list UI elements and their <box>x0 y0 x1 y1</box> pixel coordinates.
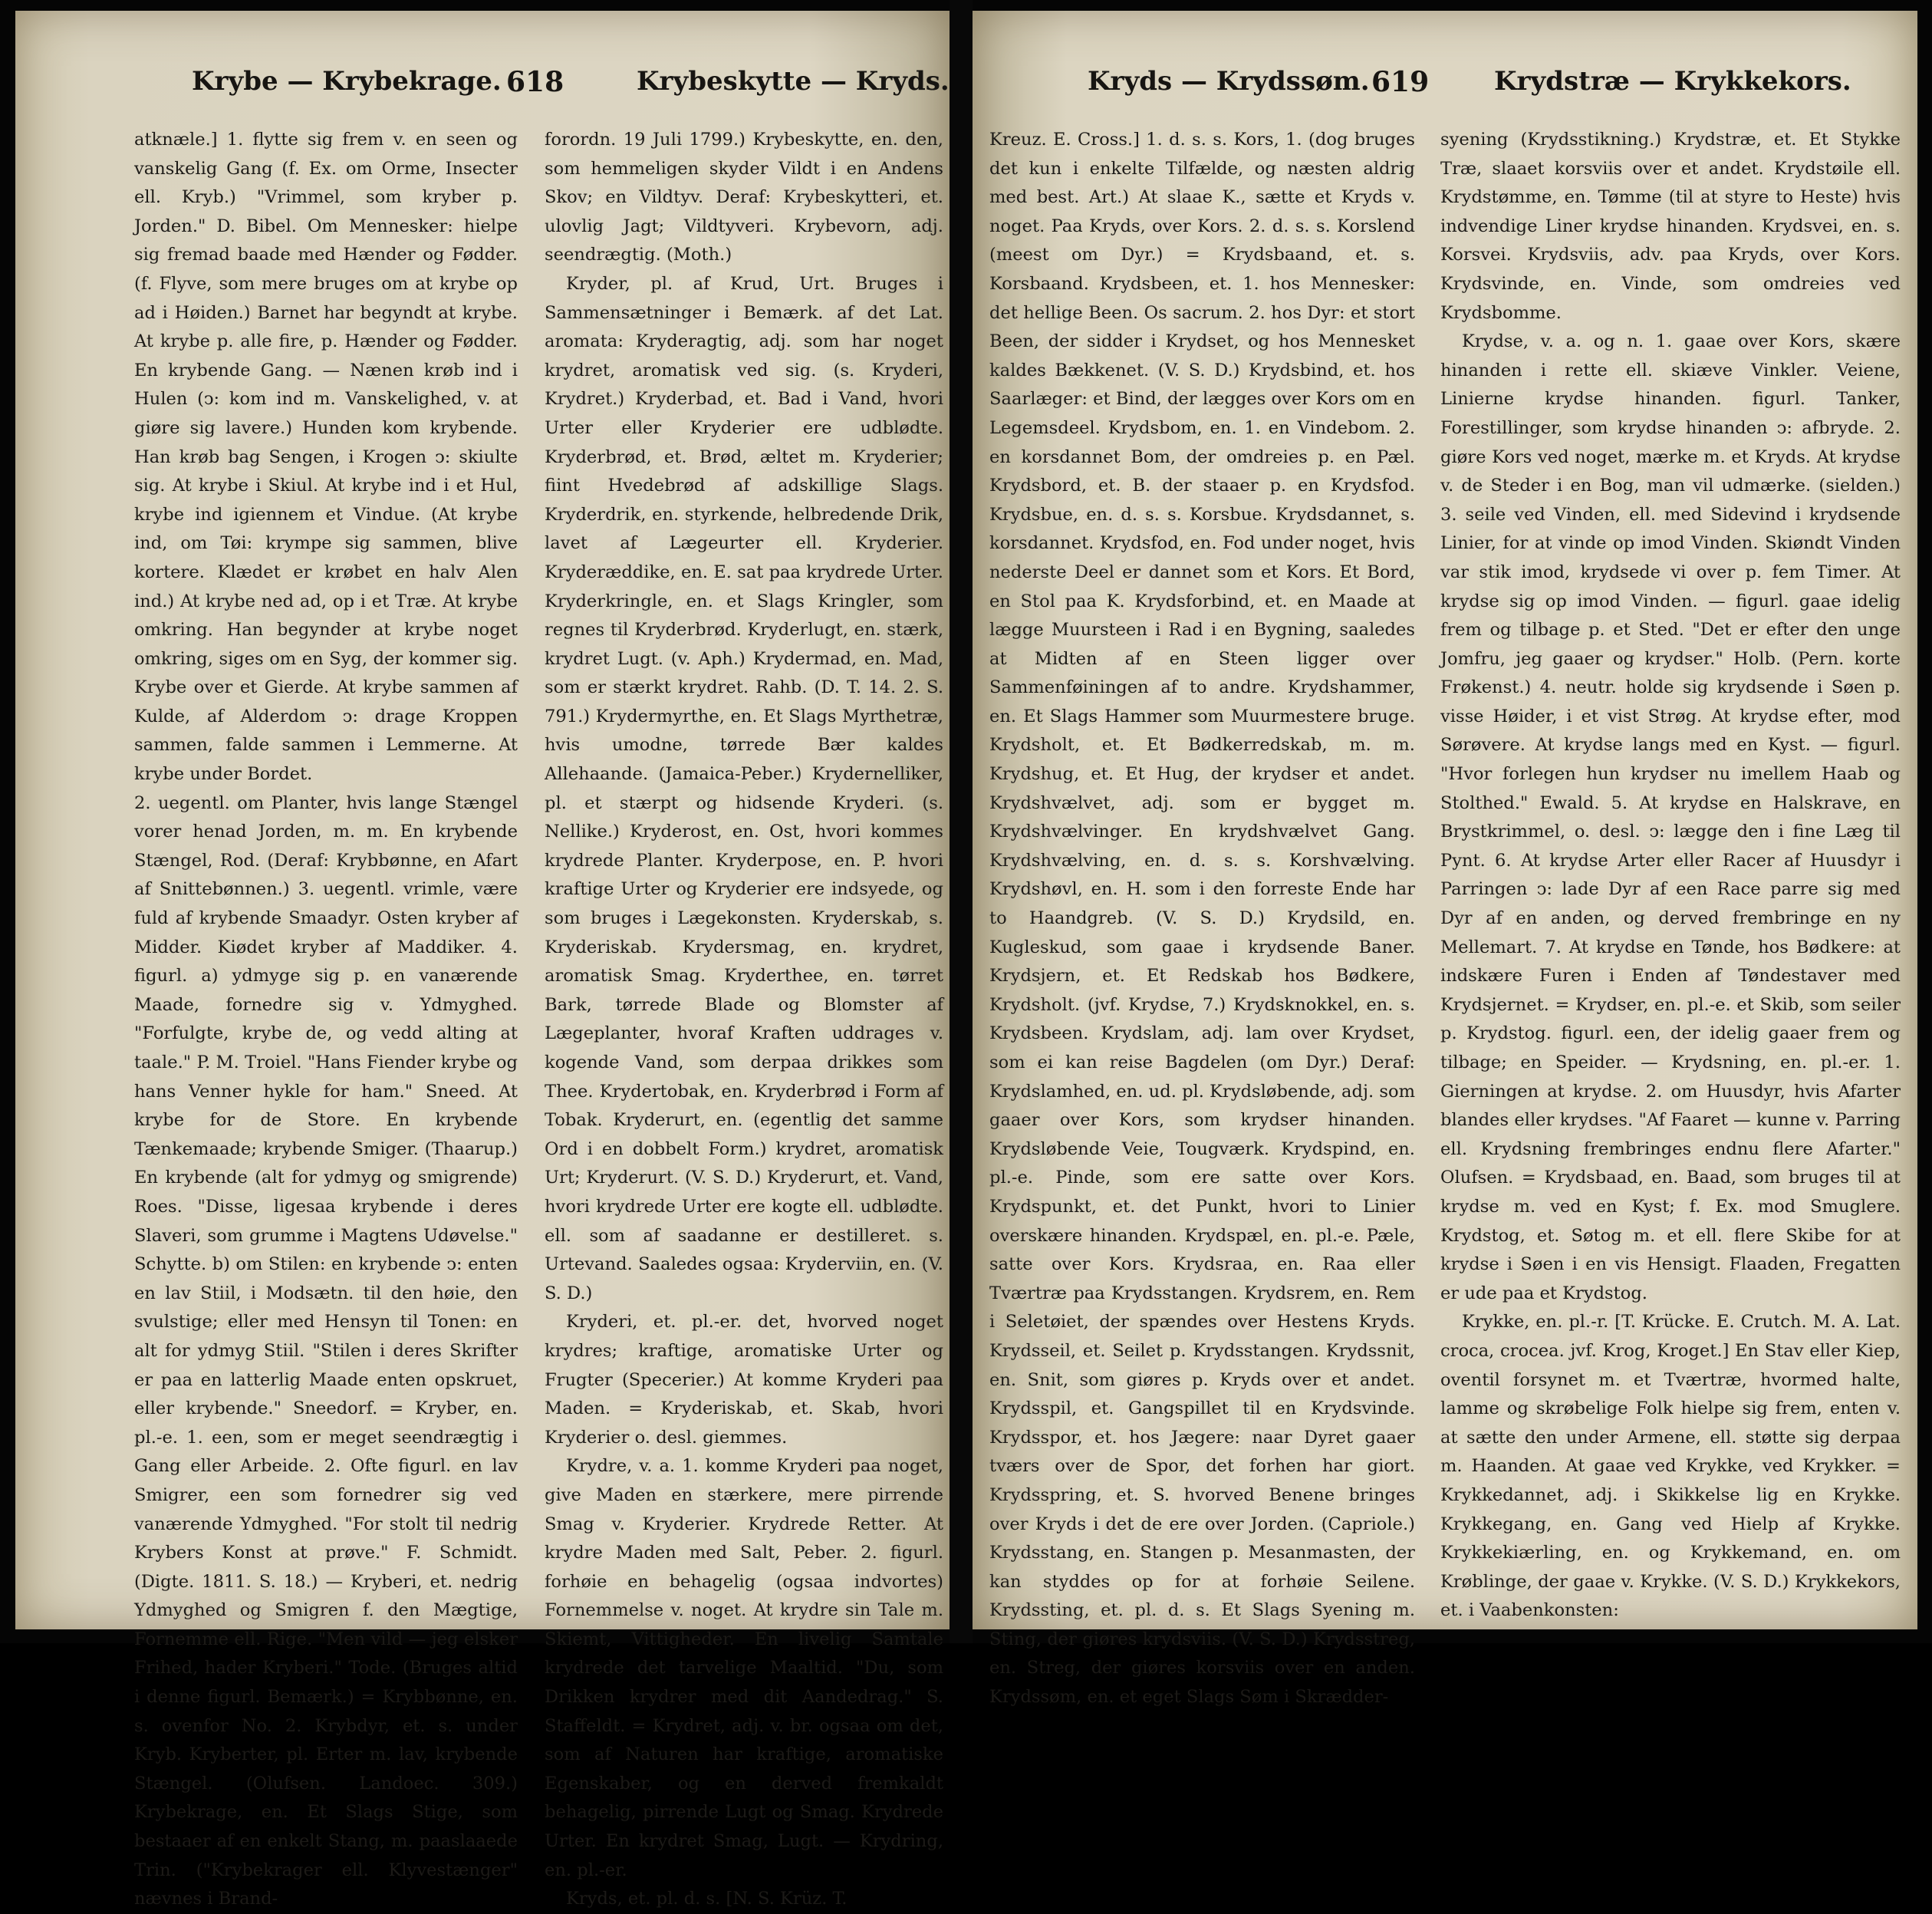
right-page-number: 619 <box>1371 66 1430 98</box>
left-col1-para-1: atknæle.] 1. flytte sig frem v. en seen og vanskelig Gang (f. Ex. om Orme, Insecter ell. Kryb.) "Vrimmel, som kryber p. Jorden." D. Bibel. Om Mennesker: hielpe sig fremad baade med Hænder og Fødder. (f. Flyve, som mere bruges om at krybe op ad i Høiden.) Barnet har begyndt at krybe. At krybe p. alle fire, p. Hænder og Fødder. En krybende Gang. — Nænen krøb ind i Hulen (ↄ: kom ind m. Vanskelighed, v. at giøre sig lavere.) Hunden kom krybende. Han krøb bag Sengen, i Krogen ↄ: skiulte sig. At krybe i Skiul. At krybe ind i et Hul, krybe ind igiennem et Vindue. (At krybe ind, om Tøi: krympe sig sammen, blive kortere. Klædet er krøbet en halv Alen ind.) At krybe ned ad, op i et Træ. At krybe omkring. Han begynder at krybe noget omkring, siges om en Syg, der kommer sig. Krybe over et Gierde. At krybe sammen af Kulde, af Alderdom ↄ: drage Kroppen sammen, falde sammen i Lemmerne. At krybe under Bordet. <box>134 130 518 785</box>
left-col2-para-4: Krydre, v. a. 1. komme Kryderi paa noget, give Maden en stærkere, mere pirrende Smag v. Kryderier. Krydrede Retter. At krydre Maden med Salt, Peber. 2. figurl. forhøie en behagelig (ogsaa indvortes) Fornemmelse v. noget. At krydre sin Tale m. Skiemt, Vittigheder. En livelig Samtale krydrede det tarvelige Maaltid. "Du, som Drikken krydrer med dit Aandedrag." S. Staffeldt. = Krydret, adj. v. br. ogsaa om det, som af Naturen har kraftige, aromatiske Egenskaber, og en derved fremkaldt behagelig, pirrende Lugt og Smag. Krydrede Urter. En krydret Smag, Lugt. — Krydring, en. pl.-er. <box>545 1456 943 1880</box>
left-header-left: Krybe — Krybekrage. <box>192 66 502 97</box>
right-column-2 <box>1440 126 1901 1621</box>
right-col2-para-2: Krydse, v. a. og n. 1. gaae over Kors, skære hinanden i rette ell. skiæve Vinkler. Veiene, Linierne krydse hinanden. figurl. Tanker, Forestillinger, som krydse hinanden ↄ: afbryde. 2. giøre Kors ved noget, mærke m. et Kryds. At krydse v. de Steder i en Bog, man vil udmærke. (sielden.) 3. seile ved Vinden, ell. med Sidevind i krydsende Linier, for at vinde op imod Vinden. Skiøndt Vinden var stik imod, krydsede vi over p. fem Timer. At krydse sig op imod Vinden. — figurl. gaae idelig frem og tilbage p. et Sted. "Det er efter den unge Jomfru, jeg gaaer og krydser." Holb. (Pern. korte Frøkenst.) 4. neutr. holde sig krydsende i Søen p. visse Høider, i et vist Strøg. At krydse efter, mod Sørøvere. At krydse langs med en Kyst. — figurl. "Hvor forlegen hun krydser nu imellem Haab og Stolthed." Ewald. 5. At krydse en Halskrave, en Brystkrimmel, o. desl. ↄ: lægge den i fine Læg til Pynt. 6. At krydse Arter eller Racer af Huusdyr i Parringen ↄ: lade Dyr af een Race parre sig med Dyr af en anden, og derved frembringe en ny Mellemart. 7. At krydse en Tønde, hos Bødkere: at indskære Furen i Enden af Tøndestaver med Krydsjernet. = Krydser, en. pl.-e. et Skib, som seiler p. Krydstog. figurl. een, der idelig gaaer frem og tilbage; en Speider. — Krydsning, en. pl.-er. 1. Gierningen at krydse. 2. om Huusdyr, hvis Afarter blandes eller krydses. "Af Faaret — kunne v. Parring ell. Krydsning frembringes endnu flere Afarter." Olufsen. = Krydsbaad, en. Baad, som bruges til at krydse m. ved en Kyst; f. Ex. mod Smuglere. Krydstog, et. Søtog m. et ell. flere Skibe for at krydse i Søen i en vis Hensigt. Flaaden, Fregatten er ude paa et Krydstog. <box>1440 331 1901 1303</box>
left-running-header <box>15 66 950 112</box>
left-page-number: 618 <box>506 66 564 98</box>
right-header-right: Krydstræ — Krykkekors. <box>1494 66 1851 97</box>
right-col1-para-1: Kreuz. E. Cross.] 1. d. s. s. Kors, 1. (dog bruges det kun i enkelte Tilfælde, og næsten aldrig med best. Art.) At slaae K., sætte et Kryds v. noget. Paa Kryds, over Kors. 2. d. s. s. Korslend (meest om Dyr.) = Krydsbaand, et. s. Korsbaand. Krydsbeen, et. 1. hos Mennesker: det hellige Been. Os sacrum. 2. hos Dyr: et stort Been, der sidder i Krydset, og hos Mennesket kaldes Bækkenet. (V. S. D.) Krydsbind, et. hos Saarlæger: et Bind, der lægges over Kors om en Legemsdeel. Krydsbom, en. 1. en Vindebom. 2. en korsdannet Bom, der omdreies p. en Pæl. Krydsbord, et. B. der staaer p. en Krydsfod. Krydsbue, en. d. s. s. Korsbue. Krydsdannet, s. korsdannet. Krydsfod, en. Fod under noget, hvis nederste Deel er dannet som et Kors. Et Bord, en Stol paa K. Krydsforbind, et. en Maade at lægge Muursteen i Rad i en Bygning, saaledes at Midten af en Steen ligger over Sammenføiningen af to andre. Krydshammer, en. Et Slags Hammer som Muurmestere bruge. Krydsholt, et. Et Bødkerredskab, m. m. Krydshug, et. Et Hug, der krydser et andet. Krydshvælvet, adj. som er bygget m. Krydshvælvinger. En krydshvælvet Gang. Krydshvælving, en. d. s. s. Korshvælving. Krydshøvl, en. H. som i den forreste Ende har to Haandgreb. (V. S. D.) Krydsild, en. Kugleskud, som gaae i krydsende Baner. Krydsjern, et. Et Redskab hos Bødkere, Krydsholt. (jvf. Krydse, 7.) Krydsknokkel, en. s. Krydsbeen. Krydslam, adj. lam over Krydset, som ei kan reise Bagdelen (om Dyr.) Deraf: Krydslamhed, en. ud. pl. Krydsløbende, adj. som gaaer over Kors, som krydser hinanden. Krydsløbende Veie, Tougværk. Krydspind, en. pl.-e. Pinde, som ere satte over Kors. Krydspunkt, et. det Punkt, hvori to Linier overskære hinanden. Krydspæl, en. pl.-e. Pæle, satte over Kors. Krydsraa, en. Raa eller Tværtræ paa Krydsstangen. Krydsrem, en. Rem i Seletøiet, der spændes over Hestens Kryds. Krydsseil, et. Seilet p. Krydsstangen. Krydssnit, en. Snit, som giøres p. Kryds over et andet. Krydsspil, et. Gangspillet til en Krydsvinde. Krydsspor, et. hos Jægere: naar Dyret gaaer tværs over de Spor, det forhen har giort. Krydsspring, et. S. hvorved Benene bringes over Kryds i det de ere over Jorden. (Capriole.) Krydsstang, en. Stangen p. Mesanmasten, der kan styddes op for at forhøie Seilene. Krydssting, et. pl. d. s. Et Slags Syening m. Sting, der giøres krydsviis. (V. S. D.) Krydsstreg, en. Streg, der giøres korsviis over en anden. Krydssøm, en. et eget Slags Søm i Skrædder- <box>989 130 1415 1708</box>
left-header-right: Krybeskytte — Kryds. <box>637 66 950 97</box>
right-page <box>973 11 1917 1708</box>
left-page <box>15 11 950 1909</box>
left-column-1 <box>134 126 518 1909</box>
right-header-left: Kryds — Krydssøm. <box>1088 66 1370 97</box>
left-column-2 <box>545 126 943 1909</box>
book-gutter <box>950 0 973 1643</box>
right-column-1 <box>989 126 1415 1708</box>
left-col2-para-5: Kryds, et. pl. d. s. [N. S. Krüz. T. <box>566 1889 848 1909</box>
right-col2-para-3: Krykke, en. pl.-r. [T. Krücke. E. Crutch. M. A. Lat. croca, crocea. jvf. Krog, Kroget.] En Stav eller Kiep, oventil forsynet m. et Tværtræ, hvormed halte, lamme og skrøbelige Folk hielpe sig frem, enten v. at sætte den under Armene, ell. støtte sig derpaa m. Haanden. At gaae ved Krykke, ved Krykker. = Krykkedannet, adj. i Skikkelse lig en Krykke. Krykkegang, en. Gang ved Hielp af Krykke. Krykkekiærling, en. og Krykkemand, en. om Krøblinge, der gaae v. Krykke. (V. S. D.) Krykkekors, et. i Vaabenkonsten: <box>1440 1312 1901 1621</box>
left-col2-para-2: Kryder, pl. af Krud, Urt. Bruges i Sammensætninger i Bemærk. af det Lat. aromata: Kryderagtig, adj. som har noget krydret, aromatisk ved sig. (s. Kryderi, Krydret.) Kryderbad, et. Bad i Vand, hvori Urter eller Kryderier ere udblødte. Kryderbrød, et. Brød, æltet m. Kryderier; fiint Hvedebrød af adskillige Slags. Kryderdrik, en. styrkende, helbredende Drik, lavet af Lægeurter ell. Kryderier. Kryderæddike, en. E. sat paa krydrede Urter. Kryderkringle, en. et Slags Kringler, som regnes til Kryderbrød. Kryderlugt, en. stærk, krydret Lugt. (v. Aph.) Krydermad, en. Mad, som er stærkt krydret. Rahb. (D. T. 14. 2. S. 791.) Krydermyrthe, en. Et Slags Myrthetræ, hvis umodne, tørrede Bær kaldes Allehaande. (Jamaica-Peber.) Krydernelliker, pl. et stærpt og hidsende Kryderi. (s. Nellike.) Kryderost, en. Ost, hvori kommes krydrede Planter. Kryderpose, en. P. hvori kraftige Urter og Kryderier ere indsyede, og som bruges i Lægekonsten. Kryderskab, s. Kryderiskab. Krydersmag, en. krydret, aromatisk Smag. Kryderthee, en. tørret Bark, tørrede Blade og Blomster af Lægeplanter, hvoraf Kraften uddrages v. kogende Vand, som derpaa drikkes som Thee. Krydertobak, en. Kryderbrød i Form af Tobak. Kryderurt, en. (egentlig det samme Ord i en dobbelt Form.) krydret, aromatisk Urt; Kryderurt. (V. S. D.) Kryderurt, et. Vand, hvori krydrede Urter ere kogte ell. udblødte. ell. som af saadanne er destilleret. s. Urtevand. Saaledes ogsaa: Kryderviin, en. (V. S. D.) <box>545 273 943 1303</box>
left-col2-para-3: Kryderi, et. pl.-er. det, hvorved noget krydres; kraftige, aromatiske Urter og Frugter (Specerier.) At komme Kryderi paa Maden. = Kryderiskab, et. Skab, hvori Kryderier o. desl. giemmes. <box>545 1312 943 1448</box>
left-col2-para-1: forordn. 19 Juli 1799.) Krybeskytte, en. den, som hemmeligen skyder Vildt i en Andens Skov; en Vildtyv. Deraf: Krybeskytteri, et. ulovlig Jagt; Vildtyveri. Krybevorn, adj. seendrægtig. (Moth.) <box>545 130 943 265</box>
left-col1-para-2: 2. uegentl. om Planter, hvis lange Stængel vorer henad Jorden, m. m. En krybende Stængel, Rod. (Deraf: Krybbønne, en Afart af Snittebønnen.) 3. uegentl. vrimle, være fuld af krybende Smaadyr. Osten kryber af Midder. Kiødet kryber af Maddiker. 4. figurl. a) ydmyge sig p. en vanærende Maade, fornedre sig v. Ydmyghed. "Forfulgte, krybe de, og vedd alting at taale." P. M. Troiel. "Hans Fiender krybe og hans Venner hykle for ham." Sneed. At krybe for de Store. En krybende Tænkemaade; krybende Smiger. (Thaarup.) En krybende (alt for ydmyg og smigrende) Roes. "Disse, ligesaa krybende i deres Slaveri, som grumme i Magtens Udøvelse." Schytte. b) om Stilen: en krybende ↄ: enten en lav Stiil, i Modsætn. til den høie, den svulstige; eller med Hensyn til Tonen: en alt for ydmyg Stiil. "Stilen i deres Skrifter er paa en latterlig Maade enten opskruet, eller krybende." Sneedorf. = Kryber, en. pl.-e. 1. een, som er meget seendrægtig i Gang eller Arbeide. 2. Ofte figurl. en lav Smigrer, een som fornedrer sig ved vanærende Ydmyghed. "For stolt til nedrig Krybers Konst at prøve." F. Schmidt. (Digte. 1811. S. 18.) — Kryberi, et. nedrig Ydmyghed og Smigren f. den Mægtige, Fornemme ell. Rige. "Men vild — jeg elsker Frihed, hader Kryberi." Tode. (Bruges altid i denne figurl. Bemærk.) = Krybbønne, en. s. ovenfor No. 2. Krybdyr, et. s. under Kryb. Kryberter, pl. Erter m. lav, krybende Stængel. (Olufsen. Landoec. 309.) Krybekrage, en. Et Slags Stige, som bestaaer af en enkelt Stang, m. paaslaaede Trin. ("Krybekrager ell. Klyvestænger" nævnes i Brand- <box>134 792 518 1909</box>
right-running-header <box>973 66 1917 112</box>
right-col2-para-1: syening (Krydsstikning.) Krydstræ, et. Et Stykke Træ, slaaet korsviis over et andet. Krydstøile ell. Krydstømme, en. Tømme (til at styre to Heste) hvis indvendige Liner krydse hinanden. Krydsvei, en. s. Korsvei. Krydsviis, adv. paa Kryds, over Kors. Krydsvinde, en. Vinde, som omdreies ved Krydsbomme. <box>1440 130 1901 323</box>
